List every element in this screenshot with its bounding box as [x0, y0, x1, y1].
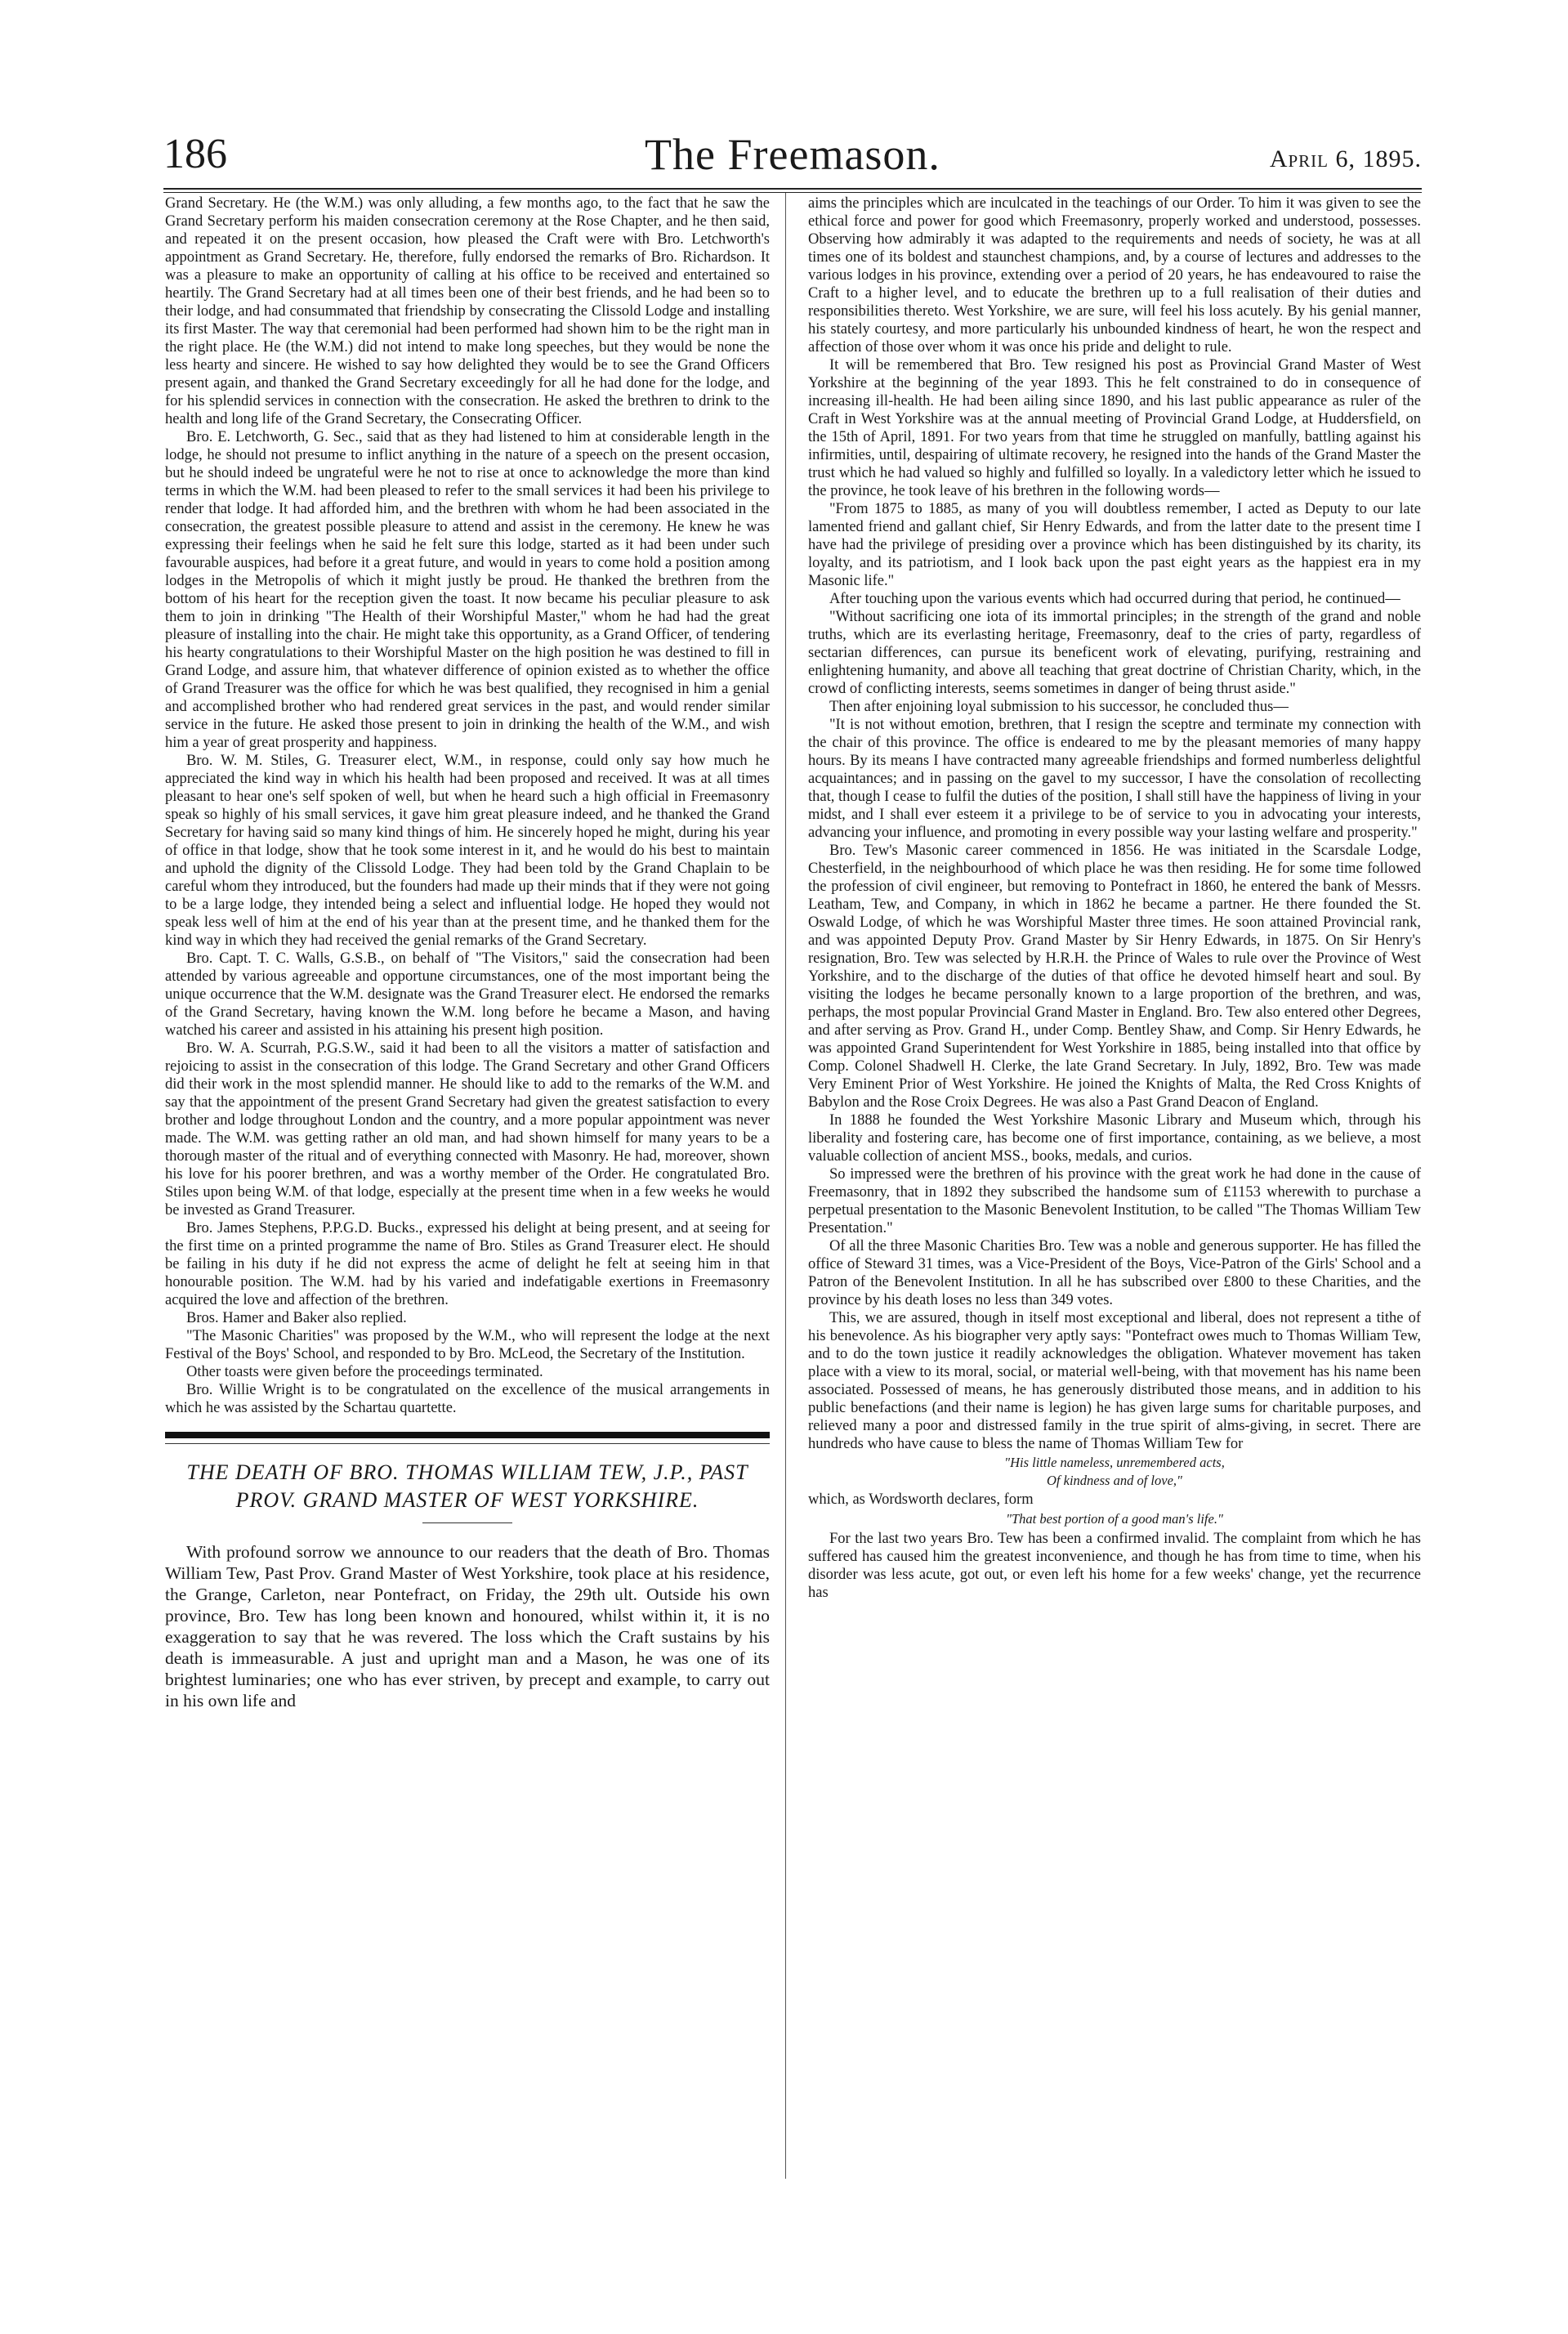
paragraph: It will be remembered that Bro. Tew resigned his post as Provincial Grand Master of West Yorkshire at the beginning of the year 1893. This he felt constrained to do in consequence of increasing ill-health. He had been ailing since 1890, and his last public appearance as ruler of the Craft in West Yorkshire was at the annual meeting of Provincial Grand Lodge, at Huddersfield, on the 15th of April, 1891. For two years from that time he struggled on manfully, battling against his infirmities, until, despairing of ultimate recovery, he resigned into the hands of the Grand Master the trust which he had valued so highly and fulfilled so loyally. In a valedictory letter which he issued to the province, he took leave of his brethren in the following words—: [808, 357, 1421, 499]
article-opening: With profound sorrow we announce to our readers that the death of Bro. Thomas William Tew, Past Prov. Grand Master of West Yorkshire, took place at his residence, the Grange, Carleton, near Pontefract, on Friday, the 29th ult. Outside his own province, Bro. Tew has long been known and honoured, whilst within it, it is no exaggeration to say that he was revered. The loss which the Craft sustains by his death is immeasurable. A just and upright man and a Mason, he was one of its brightest luminaries; one who has ever striven, by precept and example, to carry out in his own life and: [165, 1542, 770, 1710]
header-rule-thin: [163, 192, 1422, 193]
poem-intro: which, as Wordsworth declares, form: [808, 1491, 1034, 1508]
paragraph: Bro. E. Letchworth, G. Sec., said that as they had listened to him at considerable length in the lodge, he should not presume to inflict anything in the nature of a speech on the present occasion, but he should indeed be ungrateful were he not to rise at once to acknowledge the more than kind terms in which the W.M. had been pleased to refer to the small services it had been his privilege to render that lodge. It had afforded him, and the brethren with whom he had been associated in the consecration, the greatest possible pleasure to attend and assist in the ceremony. He knew he was expressing their feelings when he said he felt sure this lodge, started as it had been under such favourable auspices, had before it a great future, and would in years to come hold a position among lodges in the Metropolis of which it might justly be proud. He thanked the brethren from the bottom of his heart for the reception given the toast. It now became his peculiar pleasure to ask them to join in drinking "The Health of their Worshipful Master," whom he had had the great pleasure of installing into the chair. He might take this opportunity, as a Grand Officer, of tendering his hearty congratulations to their Worshipful Master on the high position he was destined to fill in Grand Lodge, and assure him, that whatever difference of opinion existed as to whether the office of Grand Treasurer was the office for which he was best qualified, they recognised in him a genial and accomplished brother who had rendered great services in the past, and would render similar service in the future. He asked those present to join in drinking the health of the W.M., and wish him a year of great prosperity and happiness.: [165, 429, 770, 751]
paragraph: Bro. W. M. Stiles, G. Treasurer elect, W.M., in response, could only say how much he appreciated the kind way in which his health had been proposed and received. It was at all times pleasant to hear one's self spoken of well, but when he heard such a high official in Freemasonry speak so highly of his small services, it gave him great pleasure indeed, and he thanked the Grand Secretary for having said so many kind things of him. He sincerely hoped he might, during his year of office in that lodge, show that he took some interest in it, and he would do his best to maintain and uphold the dignity of the Clissold Lodge. They had been told by the Grand Chaplain to be careful whom they introduced, but the founders had made up their minds that if they were not going to be a large lodge, they intended being a select and influential lodge. He hoped they would not speak less well of him at the end of his year than at the present time, and he thanked them for the kind way in which they had received the genial remarks of the Grand Secretary.: [165, 753, 770, 949]
publication-title: The Freemason.: [645, 130, 940, 179]
paragraph: Bros. Hamer and Baker also replied.: [186, 1310, 407, 1326]
paragraph: Bro. W. A. Scurrah, P.G.S.W., said it had been to all the visitors a matter of satisfaction and rejoicing to assist in the consecration of this lodge. The Grand Secretary and other Grand Officers did their work in the most splendid manner. He should like to add to the remarks of the W.M. and say that the appointment of the present Grand Secretary had given the greatest satisfaction to every brother and lodge throughout London and the country, and a more popular appointment was never made. The W.M. was getting rather an old man, and had shown himself for many years to be a thorough master of the ritual and of everything connected with Masonry. He had, moreover, shown his love for his poorer brethren, and was a worthy member of the Order. He congratulated Bro. Stiles upon being W.M. of that lodge, especially at the present time when in a few weeks he would be invested as Grand Treasurer.: [165, 1040, 770, 1218]
paragraph: Bro. Capt. T. C. Walls, G.S.B., on behalf of "The Visitors," said the consecration had been attended by various agreeable and opportune circumstances, one of the most important being the unique occurrence that the W.M. designate was the Grand Treasurer elect. He endorsed the remarks of the Grand Secretary, having known the W.M. long before he became a Mason, and having watched his career and assisted in his attaining his present high position.: [165, 950, 770, 1039]
poem-line: "His little nameless, unremembered acts,: [1004, 1455, 1225, 1470]
paragraph: "The Masonic Charities" was proposed by the W.M., who will represent the lodge at the next Festival of the Boys' School, and responded to by Bro. McLeod, the Secretary of the Institution.: [165, 1328, 770, 1362]
paragraph: This, we are assured, though in itself most exceptional and liberal, does not represent a tithe of his benevolence. As his biographer very aptly says: "Pontefract owes much to Thomas William Tew, and to do the town justice it readily acknowledges the obligation. Whatever movement has taken place with a view to its moral, social, or material well-being, with that movement has his name been associated. Possessed of means, he has generously distributed those means, and in addition to his public benefactions (and their name is legion) he has given large sums for charitable purposes, and relieved many a poor and distressed family in the true spirit of alms-giving, in secret. There are hundreds who have cause to bless the name of Thomas William Tew for: [808, 1310, 1421, 1452]
paragraph: Other toasts were given before the proceedings terminated.: [186, 1364, 543, 1380]
article-heading: THE DEATH OF BRO. THOMAS WILLIAM TEW, J.P., PAST PROV. GRAND MASTER OF WEST YORKSHIRE.: [186, 1460, 748, 1512]
right-column: [808, 194, 1421, 1602]
section-rule-heavy: [165, 1432, 770, 1438]
issue-date: April 6, 1895.: [1269, 145, 1422, 172]
paragraph: So impressed were the brethren of his province with the great work he had done in the cause of Freemasonry, that in 1892 they subscribed the handsome sum of £1153 wherewith to purchase a perpetual presentation to the Masonic Benevolent Institution, to be called "The Thomas William Tew Presentation.": [808, 1166, 1421, 1236]
section-rule-thin: [165, 1443, 770, 1444]
header-rule: [163, 188, 1422, 190]
quoted-letter: "Without sacrificing one iota of its immortal principles; in the strength of the grand and noble truths, which are its everlasting heritage, Freemasonry, deaf to the cries of party, regardless of sectarian differences, can pursue its beneficent work of elevating, purifying, restraining and enlightening humanity, and above all teaching that great doctrine of Christian Charity, which, in the crowd of conflicting interests, seems sometimes in danger of being thrust aside.": [808, 609, 1421, 697]
paragraph: After touching upon the various events which had occurred during that period, he continued—: [829, 591, 1400, 607]
poem-quote: "That best portion of a good man's life.": [1006, 1511, 1223, 1527]
heading-underline: [422, 1522, 512, 1523]
paragraph: aims the principles which are inculcated in the teachings of our Order. To him it was given to see the ethical force and power for good which Freemasonry, properly worked and understood, possesses. Observing how admirably it was adapted to the requirements and needs of society, he was at all times one of its boldest and staunchest champions, and, by a course of lectures and addresses to the various lodges in his province, extending over a period of 20 years, he has endeavoured to raise the Craft to a higher level, and to educate the brethren up to a full realisation of their duties and responsibilities thereto. West Yorkshire, we are sure, will feel his loss acutely. By his genial manner, his stately courtesy, and more particularly his unbounded kindness of heart, he won the respect and affection of those over whom it was once his pride and delight to rule.: [808, 195, 1421, 355]
poem-line: Of kindness and of love,": [1047, 1473, 1182, 1488]
paragraph: In 1888 he founded the West Yorkshire Masonic Library and Museum which, through his liberality and fostering care, has become one of first importance, containing, as we believe, a most valuable collection of ancient MSS., books, medals, and curios.: [808, 1112, 1421, 1165]
paragraph: Bro. James Stephens, P.P.G.D. Bucks., expressed his delight at being present, and at seeing for the first time on a printed programme the name of Bro. Stiles as Grand Treasurer elect. He should be failing in his duty if he did not express the acme of delight he felt at seeing him in that honourable position. The W.M. had by his varied and indefatigable exertions in Freemasonry acquired the love and affection of the brethren.: [165, 1220, 770, 1308]
paragraph: Bro. Willie Wright is to be congratulated on the excellence of the musical arrangements in which he was assisted by the Schartau quartette.: [165, 1382, 770, 1416]
paragraph: Of all the three Masonic Charities Bro. Tew was a noble and generous supporter. He has filled the office of Steward 31 times, was a Vice-President of the Boys, Vice-Patron of the Girls' School and a Patron of the Benevolent Institution. In all he has subscribed over £800 to these Charities, and the province by his death loses no less than 349 votes.: [808, 1238, 1421, 1308]
paragraph: Bro. Tew's Masonic career commenced in 1856. He was initiated in the Scarsdale Lodge, Chesterfield, in the neighbourhood of which place he was then residing. He for some time followed the profession of civil engineer, but removing to Pontefract in 1860, he entered the bank of Messrs. Leatham, Tew, and Company, in which in 1862 he became a partner. He there founded the St. Oswald Lodge, of which he was Worshipful Master three times. He soon attained Provincial rank, and was appointed Deputy Prov. Grand Master by Sir Henry Edwards, in 1875. On Sir Henry's resignation, Bro. Tew was selected by H.R.H. the Prince of Wales to rule over the Province of West Yorkshire, and to the discharge of the duties of that office he devoted himself heart and soul. By visiting the lodges he became personally known to a large proportion of the brethren, and was, perhaps, the most popular Provincial Grand Master in England. Bro. Tew also entered other Degrees, and after serving as Prov. Grand H., under Comp. Bentley Shaw, and Comp. Sir Henry Edwards, he was appointed Grand Superintendent for West Yorkshire in 1885, being installed into that office by Comp. Colonel Shadwell H. Clerke, the late Grand Secretary. In July, 1892, Bro. Tew was made Very Eminent Prior of West Yorkshire. He joined the Knights of Malta, the Red Cross Knights of Babylon and the Rose Croix Degrees. He was also a Past Grand Deacon of England.: [808, 843, 1421, 1111]
paragraph: Grand Secretary. He (the W.M.) was only alluding, a few months ago, to the fact that he saw the Grand Secretary perform his maiden consecration ceremony at the Rose Chapter, and he then said, and repeated it on the present occasion, how pleased the Craft were with Bro. Letchworth's appointment as Grand Secretary. He, therefore, fully endorsed the remarks of Bro. Richardson. It was a pleasure to make an opportunity of calling at his office to be received and entertained so heartily. The Grand Secretary had at all times been one of their best friends, and he had been so to their lodge, and had consummated that friendship by consecrating the Clissold Lodge and installing its first Master. The way that ceremonial had been performed had shown him to be the right man in the right place. He (the W.M.) did not intend to make long speeches, but they would be none the less hearty and sincere. He wished to say how delighted they would be to see the Grand Officers present again, and thanked the Grand Secretary exceedingly for all he had done for the lodge, and for his splendid services in connection with the consecration. He asked the brethren to drink to the health and long life of the Grand Secretary, the Consecrating Officer.: [165, 195, 770, 427]
page-number: 186: [163, 131, 227, 177]
paragraph: Then after enjoining loyal submission to his successor, he concluded thus—: [829, 699, 1289, 715]
column-divider: [785, 193, 786, 2179]
quoted-letter: "It is not without emotion, brethren, that I resign the sceptre and terminate my connection with the chair of this province. The office is endeared to me by the pleasant memories of many happy hours. By its means I have contracted many agreeable friendships and formed numberless delightful acquaintances; and in passing on the gavel to my successor, I have the consolation of recollecting that, though I cease to fulfil the duties of the position, I shall still have the happiness of living in your midst, and I shall ever esteem it a privilege to be of service to you in advocating your interests, advancing your influence, and promoting in every possible way your lasting welfare and prosperity.": [808, 717, 1421, 841]
quoted-letter: "From 1875 to 1885, as many of you will doubtless remember, I acted as Deputy to our late lamented friend and gallant chief, Sir Henry Edwards, and from the latter date to the present time I have had the privilege of presiding over a province which has been distinguished by its charity, its loyalty, and its patriotism, and I look back upon the past eight years as the happiest era in my Masonic life.": [808, 501, 1421, 589]
closing-paragraph: For the last two years Bro. Tew has been a confirmed invalid. The complaint from which he has suffered has caused him the greatest inconvenience, and though he has from time to time, when his disorder was less acute, got out, or even left his home for a few weeks' change, yet the recurrence has: [808, 1531, 1421, 1601]
left-column: [165, 194, 770, 1711]
masthead: [163, 123, 1422, 186]
